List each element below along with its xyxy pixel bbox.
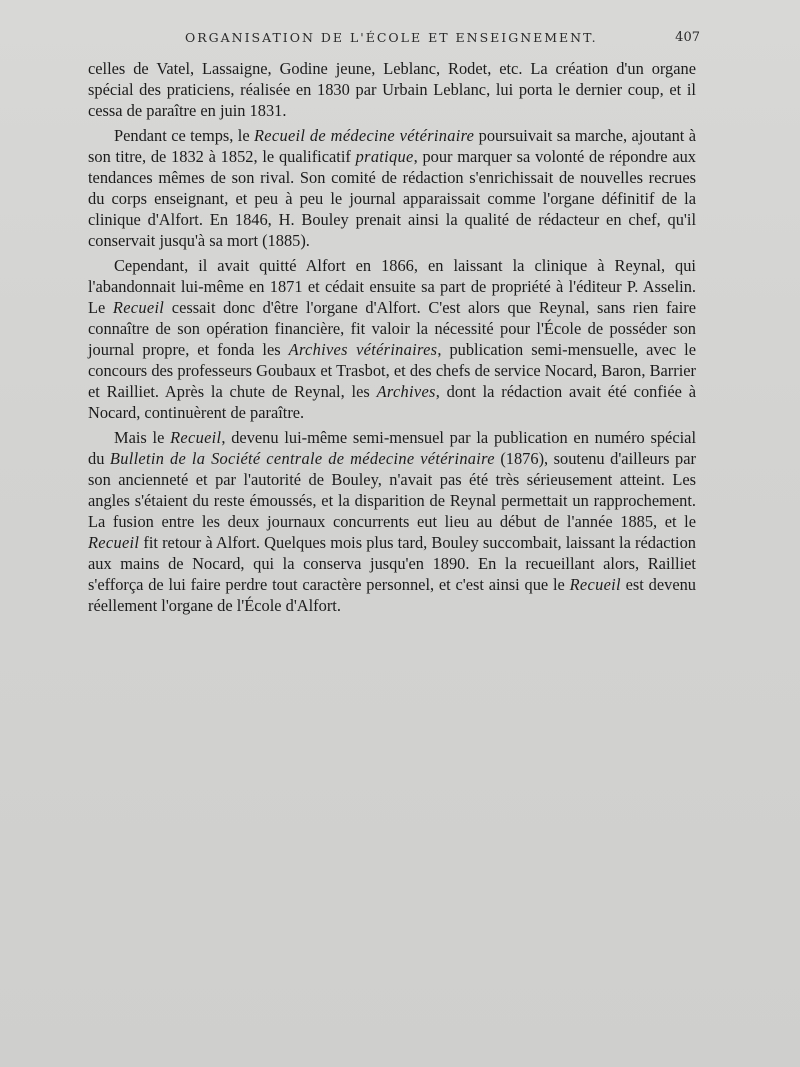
p3-text-a: Cependant, il avait quitté Alfort en 1866, en laissant la clinique à Reynal, qui l'abandonnait lui-même en 1871 et cédait ensuite sa part de propriété à l'éditeur P. Asselin. Le xyxy=(88,256,696,317)
paragraph-3 xyxy=(88,255,696,423)
p4-text-a: Mais le xyxy=(114,428,171,447)
p4-italic-recueil-3: Recueil xyxy=(569,575,621,594)
paragraph-1 xyxy=(88,58,696,121)
p4-italic-recueil-2: Recueil xyxy=(88,533,140,552)
p3-italic-archives-veterinaires: Archives vétérinaires xyxy=(288,340,438,359)
p4-text-c: (1876), soutenu d'ailleurs par son ancienneté et par l'autorité de Bouley, n'avait pas été très sérieusement atteint. Les angles s'étaient du reste émoussés, et la disparition de Reynal permettait un rapprochement. La fusion entre les deux journaux concurrents eut lieu au début de l'année 1885, et le xyxy=(88,449,696,531)
paragraph-4 xyxy=(88,427,696,616)
p4-text-b: , devenu lui-même semi-mensuel par la publication en numéro spécial du xyxy=(88,428,696,468)
paragraph-2 xyxy=(88,125,696,251)
p3-text-d: , dont la rédaction avait été confiée à Nocard, continuèrent de paraître. xyxy=(88,382,696,422)
p2-text-c: , pour marquer sa volonté de répondre aux tendances mêmes de son rival. Son comité de rédaction s'enrichissait de nouvelles recrues du corps enseignant, et peu à peu le journal apparaissait comme l'organe définitif de la clinique d'Alfort. En 1846, H. Bouley prenait ainsi la qualité de rédacteur en chef, qu'il conservait jusqu'à sa mort (1885). xyxy=(88,147,696,250)
p3-italic-archives: Archives xyxy=(376,382,436,401)
p3-text-c: , publication semi-mensuelle, avec le concours des professeurs Goubaux et Trasbot, et des chefs de service Nocard, Baron, Barrier et Railliet. Après la chute de Reynal, les xyxy=(88,340,696,401)
p2-text-b: poursuivait sa marche, ajoutant à son titre, de 1832 à 1852, le qualificatif xyxy=(88,126,697,166)
body-text xyxy=(88,58,696,620)
p3-text-b: cessait donc d'être l'organe d'Alfort. C'est alors que Reynal, sans rien faire connaître de son opération financière, fit valoir la nécessité pour l'École de posséder son journal propre, et fonda les xyxy=(88,298,696,359)
page-header xyxy=(80,30,700,50)
p4-italic-bulletin-title: Bulletin de la Société centrale de médecine vétérinaire xyxy=(109,449,495,468)
paragraph-1-text: celles de Vatel, Lassaigne, Godine jeune, Leblanc, Rodet, etc. La création d'un organe spécial des praticiens, réalisée en 1830 par Urbain Leblanc, lui porta le dernier coup, et il cessa de paraître en juin 1831. xyxy=(88,59,696,120)
p4-text-d: fit retour à Alfort. Quelques mois plus tard, Bouley succombait, laissant la rédaction aux mains de Nocard, qui la conserva jusqu'en 1890. En la recueillant alors, Railliet s'efforça de lui faire perdre tout caractère personnel, et c'est ainsi que le xyxy=(88,533,696,594)
page-number: 407 xyxy=(675,30,700,45)
running-title: ORGANISATION DE L'ÉCOLE ET ENSEIGNEMENT. xyxy=(185,30,598,45)
p2-italic-pratique: pratique xyxy=(355,147,414,166)
p2-text-a: Pendant ce temps, le xyxy=(114,126,254,145)
p3-italic-recueil: Recueil xyxy=(112,298,165,317)
p2-italic-recueil-title: Recueil de médecine vétérinaire xyxy=(254,126,475,145)
p4-italic-recueil-1: Recueil xyxy=(170,428,222,447)
p4-text-e: est devenu réellement l'organe de l'École d'Alfort. xyxy=(88,575,696,615)
